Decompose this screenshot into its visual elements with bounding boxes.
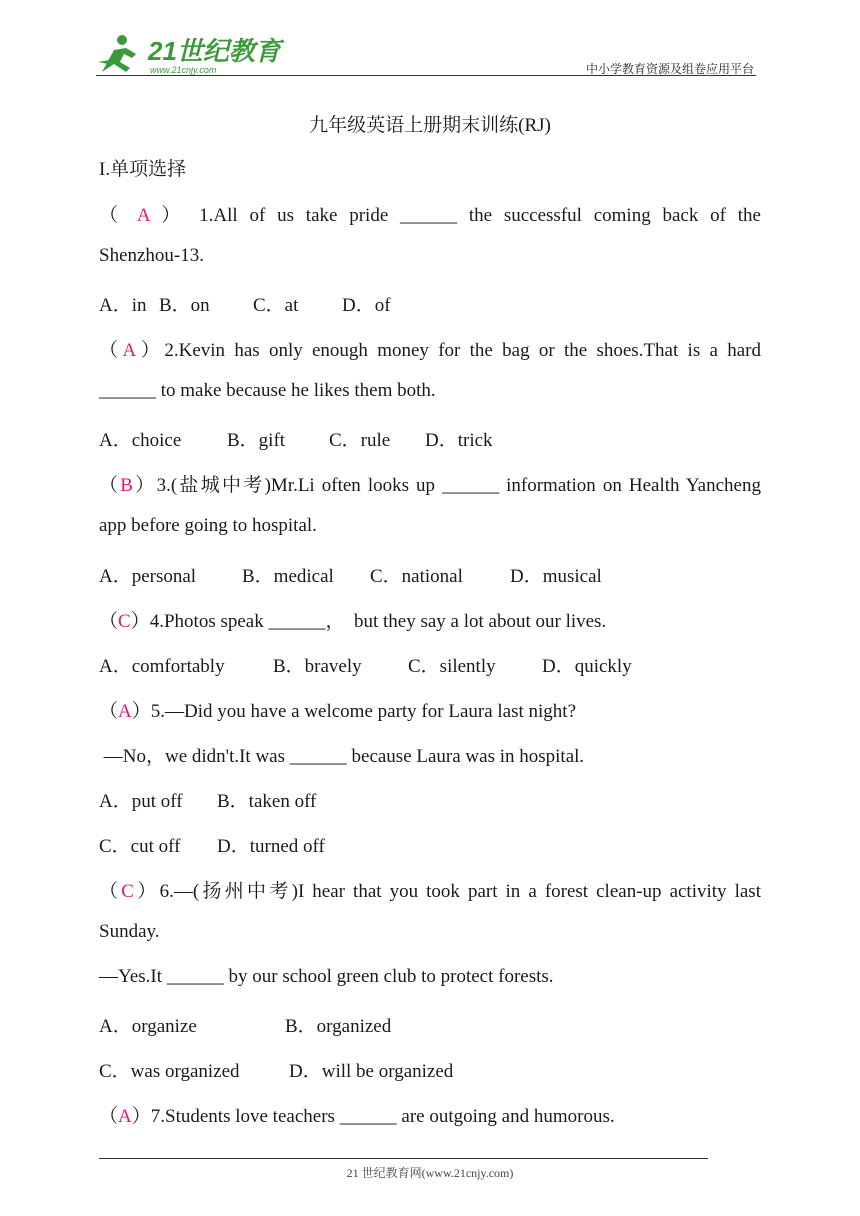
question-1-line-2: Shenzhou-13. — [99, 245, 205, 266]
svg-text:21世纪教育: 21世纪教育 — [148, 36, 281, 66]
question-2-line-2: ______ to make because he likes them both. — [99, 380, 436, 401]
question-1-options: A．in B．on C．at D．of — [99, 295, 391, 316]
question-7-line-1: （A）7.Students love teachers ______ are outgoing and humorous. — [99, 1106, 615, 1127]
section-heading: I.单项选择 — [99, 159, 187, 180]
question-4-line-1: （C）4.Photos speak ______， but they say a lot about our lives. — [99, 611, 607, 632]
header-platform-text: 中小学教育资源及组卷应用平台 — [585, 62, 754, 76]
question-3-line-2: app before going to hospital. — [99, 515, 317, 536]
question-1-line-1: （ A ） 1.All of us take pride ______ the successful coming back of the — [99, 205, 761, 226]
svg-text:www.21cnjy.com: www.21cnjy.com — [150, 65, 217, 75]
answer-7: A — [118, 1106, 132, 1127]
page-footer: 21 世纪教育网(www.21cnjy.com) — [346, 1166, 514, 1180]
header-divider — [96, 75, 756, 76]
answer-3: B — [120, 475, 133, 496]
logo-21cnjy — [96, 32, 281, 76]
question-5-line-1: （A）5.—Did you have a welcome party for Laura last night? — [99, 701, 577, 722]
page-title: 九年级英语上册期末训练(RJ) — [309, 115, 551, 136]
question-2-options: A．choice B．gift C．rule D．trick — [99, 430, 493, 451]
answer-2: A — [122, 340, 137, 361]
question-6-options-row-2: C．was organized D．will be organized — [99, 1061, 454, 1082]
answer-4: C — [118, 611, 131, 632]
footer-divider — [99, 1158, 708, 1159]
question-5-options-row-1: A．put off B．taken off — [99, 791, 317, 812]
question-4-options: A．comfortably B．bravely C．silently D．quickly — [99, 656, 632, 677]
question-6-line-1: （C）6.—(扬州中考)I hear that you took part in a forest clean-up activity last — [99, 881, 761, 902]
question-3-line-1: （B）3.(盐城中考)Mr.Li often looks up ______ information on Health Yancheng — [99, 475, 761, 496]
answer-5: A — [118, 701, 132, 722]
answer-1: A — [136, 205, 150, 226]
question-6-line-2: Sunday. — [99, 921, 160, 942]
page-header — [96, 30, 756, 78]
question-6-options-row-1: A．organize B．organized — [99, 1016, 392, 1037]
answer-6: C — [121, 881, 134, 902]
question-5-options-row-2: C．cut off D．turned off — [99, 836, 325, 857]
question-2-line-1: （A）2.Kevin has only enough money for the bag or the shoes.That is a hard — [99, 340, 761, 361]
question-5-line-2: —No，we didn't.It was ______ because Laura was in hospital. — [99, 746, 585, 767]
question-3-options: A．personal B．medical C．national D．musical — [99, 566, 602, 587]
question-6-line-3: —Yes.It ______ by our school green club to protect forests. — [99, 966, 554, 987]
